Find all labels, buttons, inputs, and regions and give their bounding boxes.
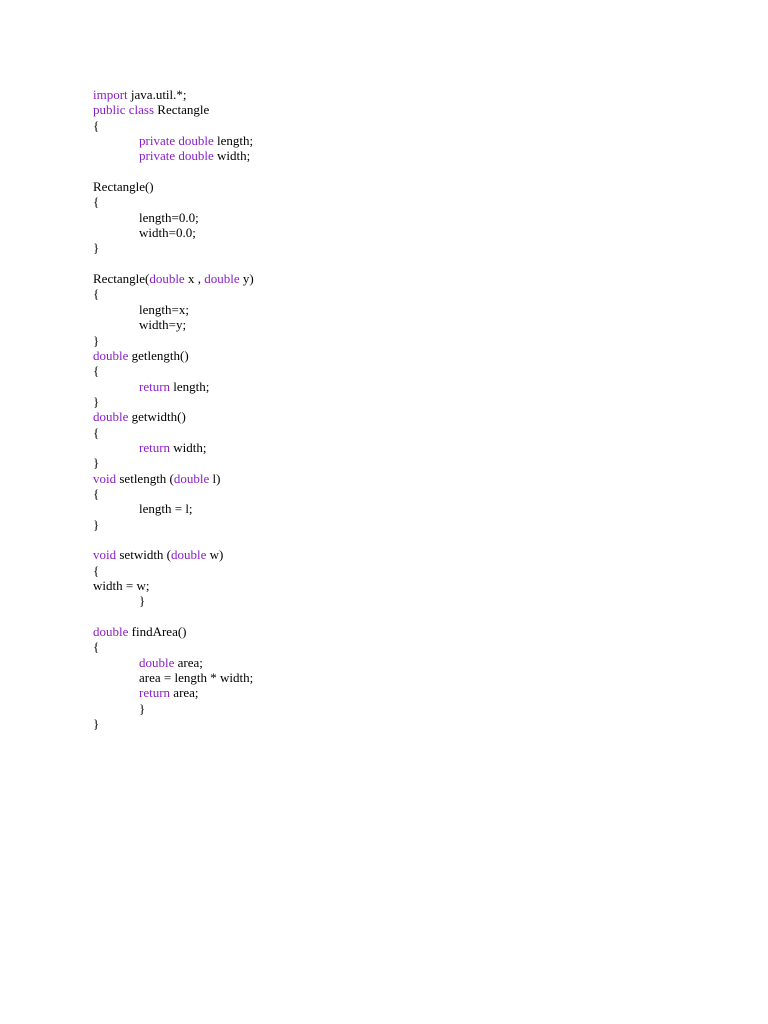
- code-text: x ,: [184, 271, 205, 287]
- code-text: l): [209, 470, 221, 486]
- code-line: [93, 133, 254, 148]
- code-text: length;: [170, 378, 210, 394]
- code-line: [93, 194, 254, 209]
- code-line: [93, 148, 254, 163]
- blank-line: [93, 164, 254, 179]
- code-line: [93, 670, 254, 685]
- code-text: }: [139, 700, 146, 716]
- code-text: area;: [170, 685, 199, 701]
- code-text: area;: [174, 654, 203, 670]
- code-keyword: double: [171, 547, 207, 563]
- code-text: setwidth (: [116, 547, 172, 563]
- code-text: width=0.0;: [139, 225, 196, 241]
- code-keyword: class: [128, 102, 155, 118]
- code-line: [93, 225, 254, 240]
- code-text: width;: [213, 148, 251, 164]
- code-keyword: double: [204, 271, 240, 287]
- code-text: {: [93, 286, 100, 302]
- code-keyword: import: [93, 87, 128, 102]
- code-keyword: double: [149, 271, 185, 287]
- code-keyword: double: [93, 409, 129, 425]
- code-text: }: [93, 516, 100, 532]
- code-line: [93, 501, 254, 516]
- code-line: [93, 363, 254, 378]
- code-line: [93, 409, 254, 424]
- code-keyword: double: [139, 654, 175, 670]
- code-text: }: [93, 455, 100, 471]
- code-text: area = length * width;: [139, 670, 254, 686]
- code-text: Rectangle(: [93, 271, 150, 287]
- code-keyword: public: [93, 102, 126, 118]
- code-text: setlength (: [116, 470, 174, 486]
- code-keyword: double: [93, 347, 129, 363]
- code-line: [93, 317, 254, 332]
- code-line: [93, 701, 254, 716]
- code-text: Rectangle(): [93, 179, 154, 195]
- code-text: {: [93, 562, 100, 578]
- code-line: [93, 271, 254, 286]
- code-keyword: return: [139, 685, 171, 701]
- code-line: [93, 716, 254, 731]
- code-line: [93, 639, 254, 654]
- code-text: width;: [170, 439, 207, 455]
- code-line: [93, 517, 254, 532]
- blank-line: [93, 609, 254, 624]
- code-text: w): [206, 547, 224, 563]
- code-keyword: private: [139, 133, 176, 149]
- code-keyword: double: [178, 148, 214, 164]
- code-text: length=0.0;: [139, 209, 199, 225]
- code-keyword: return: [139, 439, 171, 455]
- blank-line: [93, 532, 254, 547]
- code-text: length;: [213, 133, 254, 149]
- code-text: }: [93, 240, 100, 256]
- code-keyword: double: [93, 624, 129, 640]
- code-text: length = l;: [139, 501, 193, 517]
- code-text: {: [93, 363, 100, 379]
- code-text: Rectangle: [154, 102, 210, 118]
- code-line: [93, 210, 254, 225]
- code-line: [93, 547, 254, 562]
- code-line: [93, 348, 254, 363]
- code-text: getwidth(): [128, 409, 186, 425]
- code-line: [93, 593, 254, 608]
- code-text: width = w;: [93, 578, 150, 593]
- code-line: [93, 455, 254, 470]
- code-text: {: [93, 117, 100, 133]
- code-keyword: private: [139, 148, 176, 164]
- code-text: y): [239, 271, 254, 287]
- blank-line: [93, 256, 254, 271]
- code-text: {: [93, 194, 100, 210]
- code-text: length=x;: [139, 301, 189, 317]
- code-line: [93, 394, 254, 409]
- code-text: }: [139, 593, 146, 609]
- code-text: getlength(): [128, 347, 189, 363]
- code-line: [93, 655, 254, 670]
- code-line: [93, 425, 254, 440]
- code-line: [93, 302, 254, 317]
- code-keyword: return: [139, 378, 171, 394]
- code-text: {: [93, 424, 100, 440]
- code-line: [93, 685, 254, 700]
- code-line: [93, 440, 254, 455]
- code-line: [93, 624, 254, 639]
- code-text: }: [93, 393, 100, 409]
- code-text: }: [93, 716, 100, 732]
- code-keyword: double: [178, 133, 214, 149]
- code-keyword: void: [93, 470, 117, 486]
- code-text: findArea(): [128, 624, 187, 640]
- code-text: width=y;: [139, 317, 187, 333]
- code-keyword: void: [93, 547, 117, 563]
- code-line: [93, 87, 254, 102]
- code-line: [93, 286, 254, 301]
- code-text: {: [93, 639, 100, 655]
- code-line: [93, 563, 254, 578]
- code-keyword: double: [173, 470, 210, 486]
- code-line: [93, 102, 254, 117]
- code-line: [93, 486, 254, 501]
- code-text: {: [93, 485, 100, 501]
- code-line: [93, 379, 254, 394]
- code-text: }: [93, 332, 100, 348]
- code-line: [93, 471, 254, 486]
- code-line: [93, 118, 254, 133]
- code-block: [93, 87, 254, 731]
- code-line: [93, 333, 254, 348]
- code-line: [93, 240, 254, 255]
- code-line: [93, 179, 254, 194]
- code-line: [93, 578, 254, 593]
- code-text: java.util.*;: [127, 87, 187, 102]
